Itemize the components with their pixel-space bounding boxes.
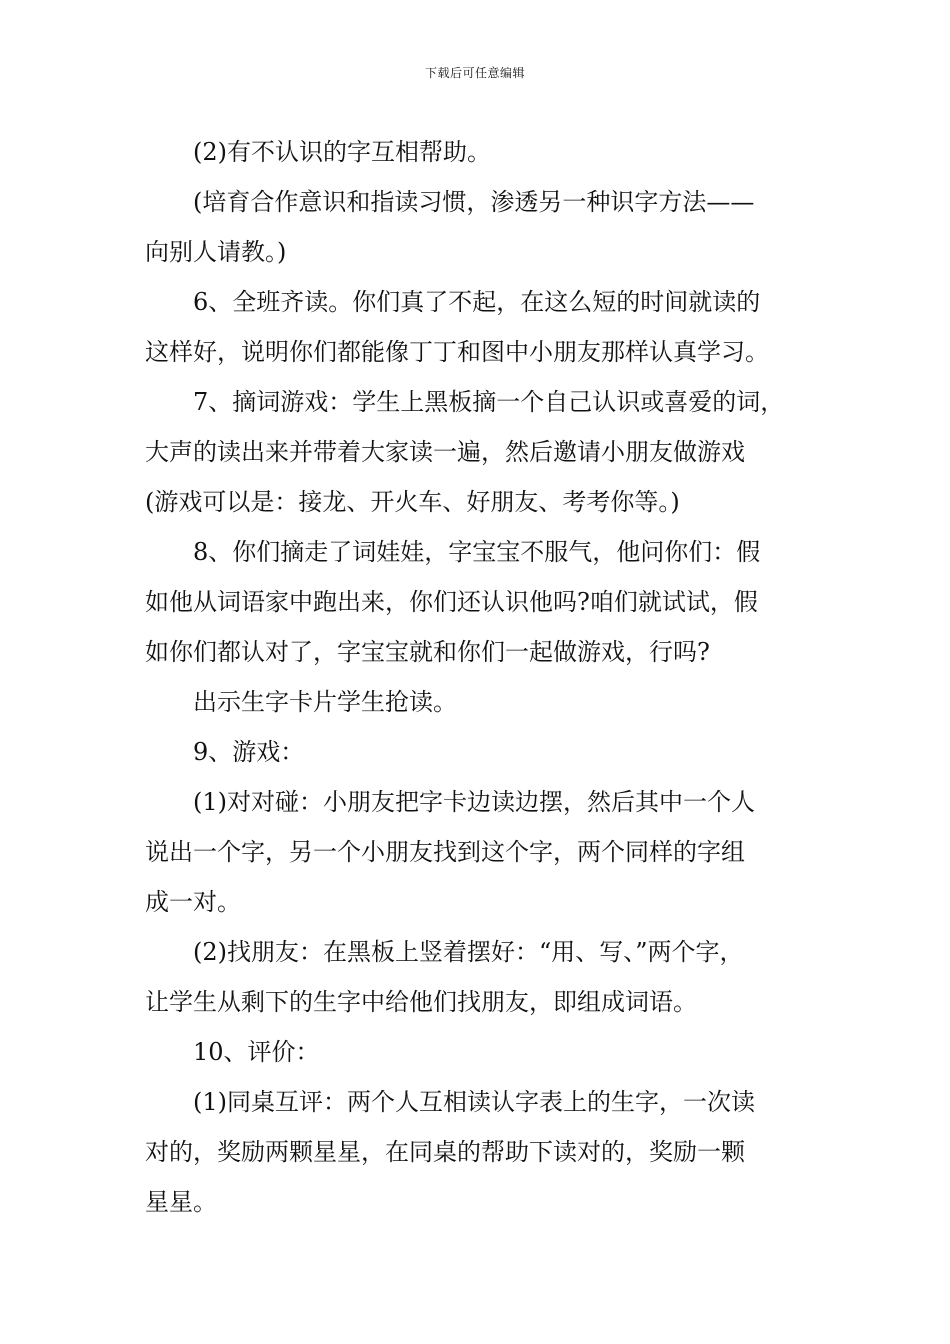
text-line: 让学生从剩下的生字中给他们找朋友，即组成词语。 [145, 988, 697, 1016]
text-line: 如你们都认对了，字宝宝就和你们一起做游戏，行吗? [145, 638, 710, 666]
text-line: (培育合作意识和指读习惯，渗透另一种识字方法—— [193, 188, 755, 216]
text-line: 向别人请教。) [145, 238, 287, 266]
page-header: 下载后可任意编辑 [424, 66, 525, 80]
text-line: 星星。 [145, 1188, 217, 1216]
text-line: (1)对对碰：小朋友把字卡边读边摆，然后其中一个人 [193, 788, 755, 816]
text-line: (1)同桌互评：两个人互相读认字表上的生字，一次读 [193, 1088, 755, 1116]
text-line: 8、你们摘走了词娃娃，字宝宝不服气，他问你们：假 [193, 538, 761, 566]
text-line: 大声的读出来并带着大家读一遍，然后邀请小朋友做游戏 [145, 438, 745, 466]
text-line: (游戏可以是：接龙、开火车、好朋友、考考你等。) [145, 488, 680, 516]
text-line: 如他从词语家中跑出来，你们还认识他吗?咱们就试试，假 [145, 588, 758, 616]
text-line: 说出一个字，另一个小朋友找到这个字，两个同样的字组 [145, 838, 745, 866]
document-body [145, 127, 815, 1227]
text-line: 10、评价： [193, 1038, 320, 1066]
text-line: (2)有不认识的字互相帮助。 [193, 138, 491, 166]
text-line: 成一对。 [145, 888, 241, 916]
text-line: (2)找朋友：在黑板上竖着摆好：“用、写、”两个字， [193, 938, 744, 966]
text-line: 出示生字卡片学生抢读。 [193, 688, 457, 716]
text-line: 7、摘词游戏：学生上黑板摘一个自己认识或喜爱的词， [193, 388, 785, 416]
text-line: 对的，奖励两颗星星，在同桌的帮助下读对的，奖励一颗 [145, 1138, 745, 1166]
text-line: 这样好，说明你们都能像丁丁和图中小朋友那样认真学习。 [145, 338, 769, 366]
text-line: 9、游戏： [193, 738, 305, 766]
text-line: 6、全班齐读。你们真了不起，在这么短的时间就读的 [193, 288, 761, 316]
